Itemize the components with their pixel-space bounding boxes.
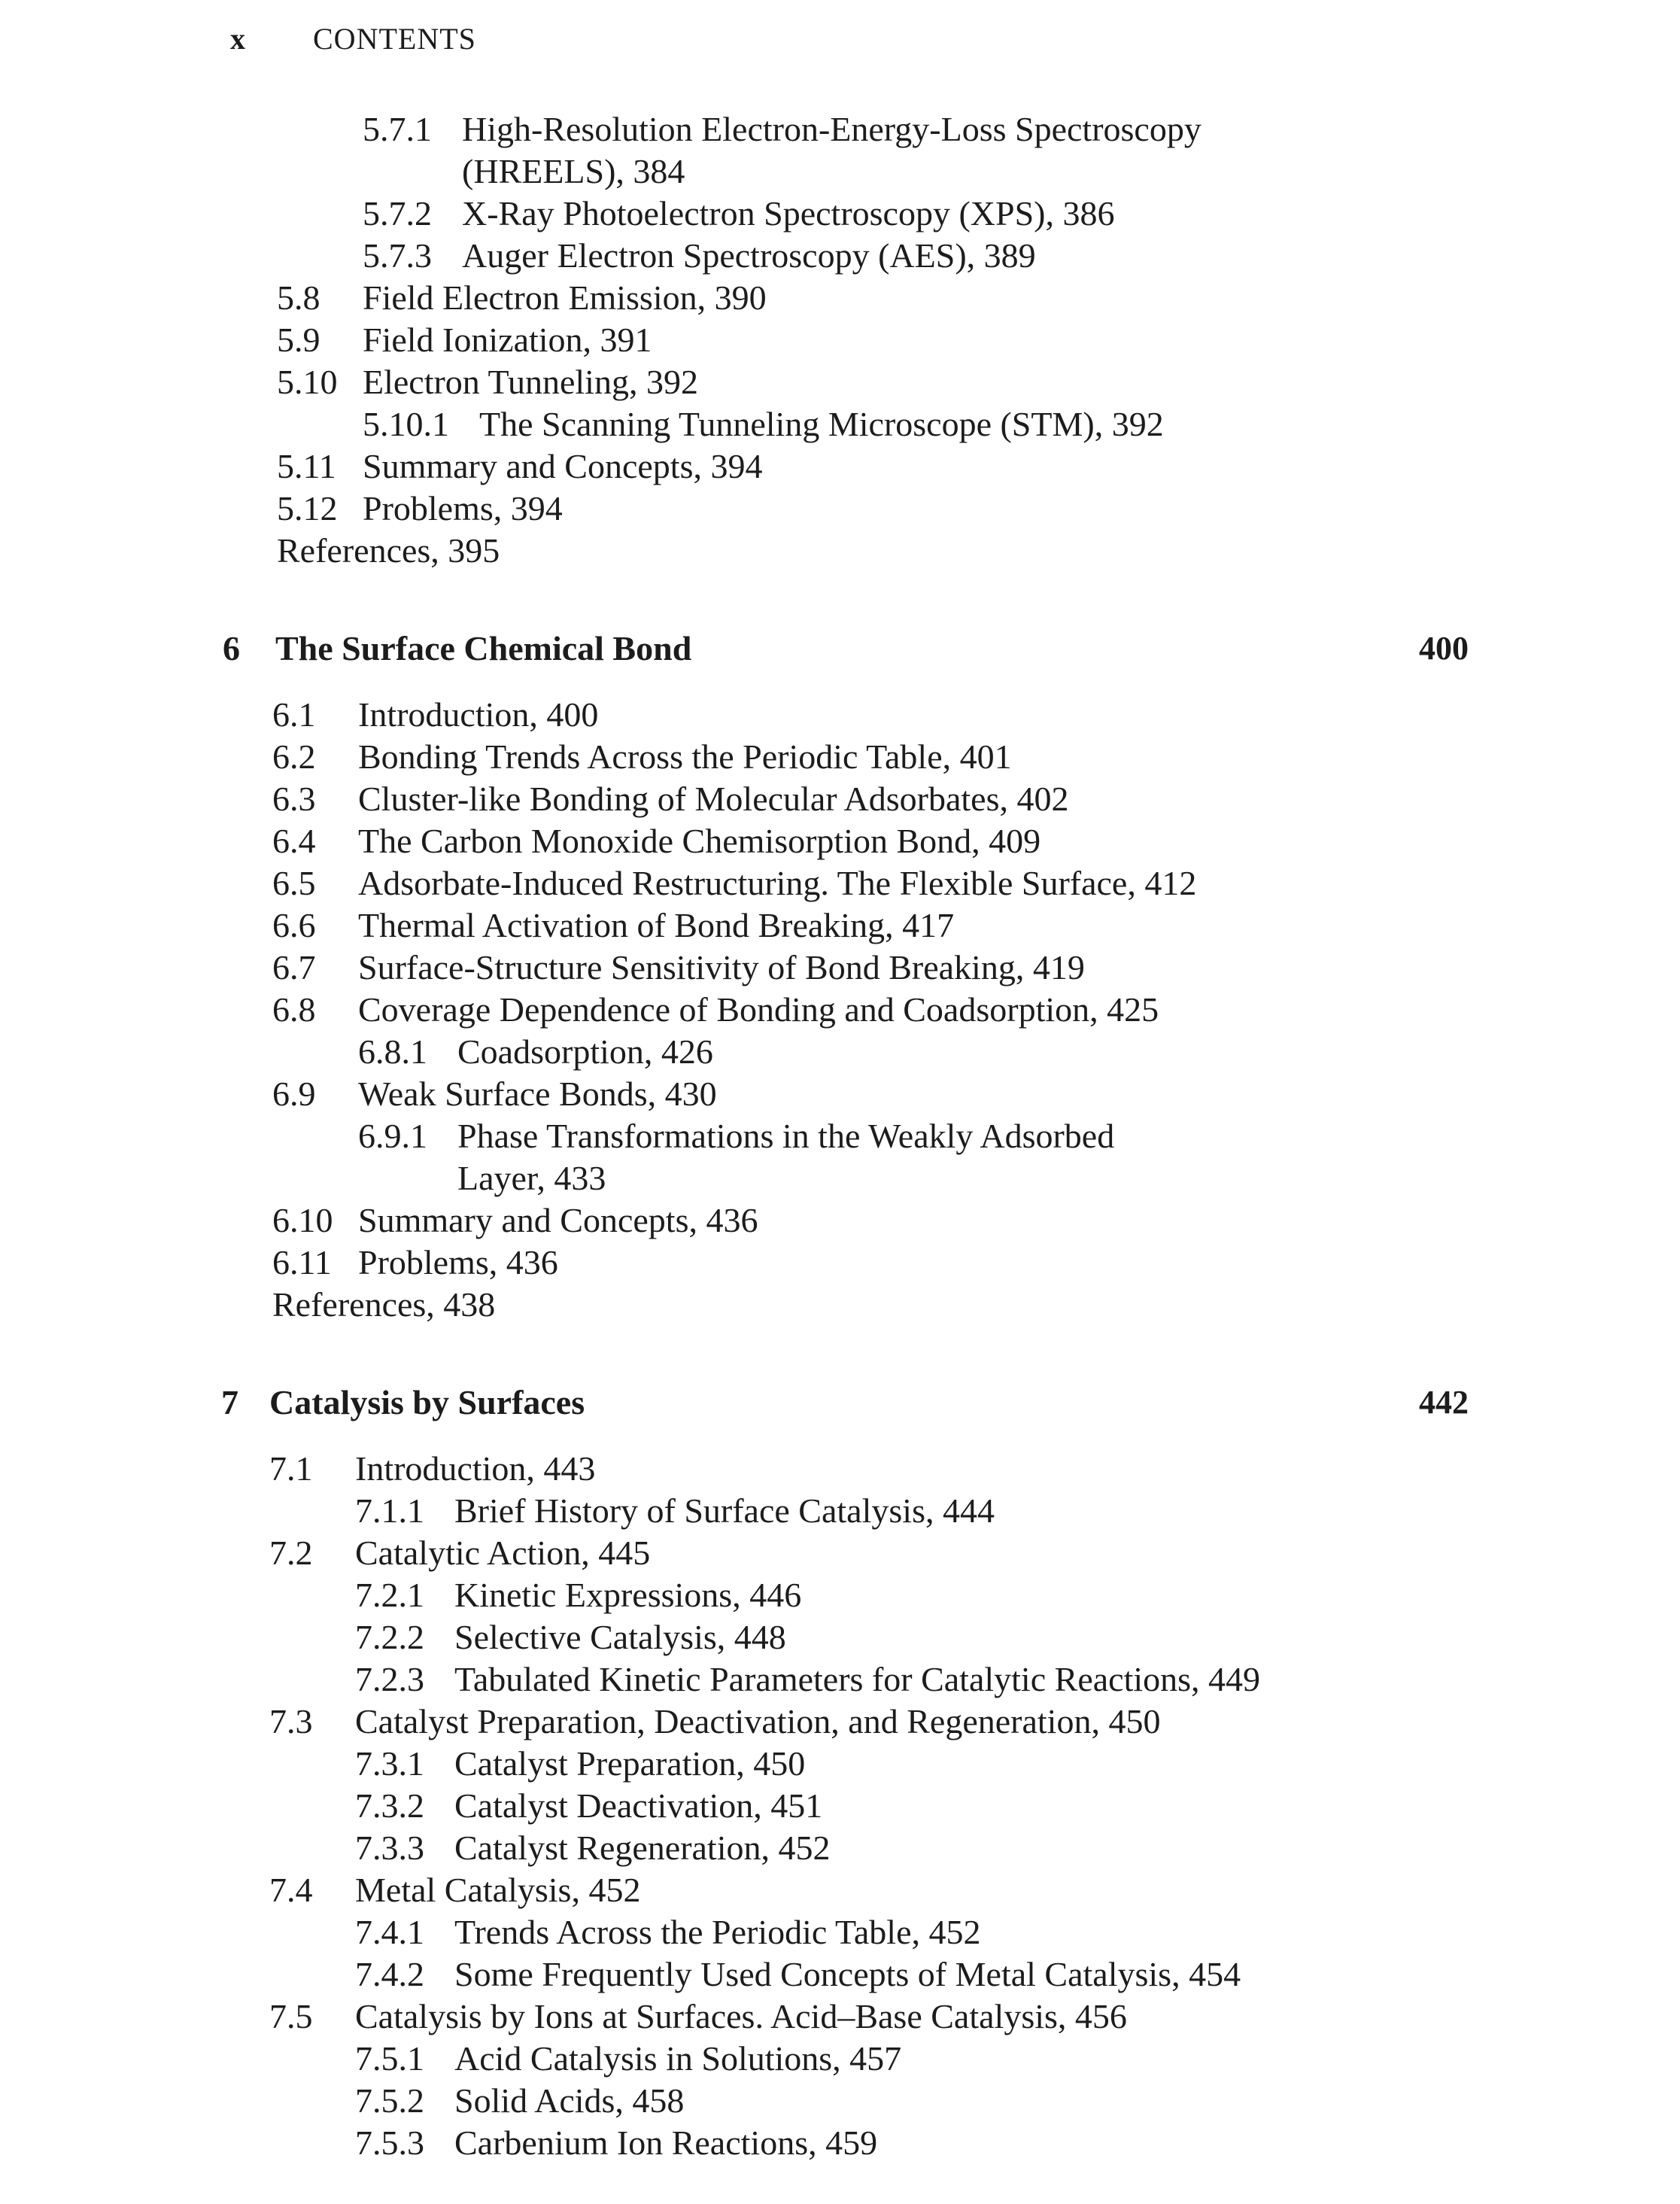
entry-title: Summary and Concepts, 394: [363, 447, 763, 485]
entry-title: Phase Transformations in the Weakly Adsorbed: [457, 1117, 1115, 1155]
chapter-6-page: 400: [1419, 630, 1469, 667]
entry-number: 7.4.2: [355, 1955, 424, 1993]
entry-title: X-Ray Photoelectron Spectroscopy (XPS), 386: [462, 194, 1115, 233]
toc-entry-5-10[interactable]: [277, 361, 698, 403]
toc-entry-7-5[interactable]: [269, 1996, 1127, 2038]
entry-number: 5.11: [277, 447, 336, 485]
entry-number: 6.8: [272, 990, 316, 1029]
toc-entry-6-5[interactable]: [272, 862, 1196, 904]
entry-title: The Carbon Monoxide Chemisorption Bond, 409: [358, 822, 1041, 860]
entry-title: Catalyst Regeneration, 452: [454, 1829, 831, 1867]
toc-entry-5-8[interactable]: [277, 277, 767, 319]
toc-entry-5-11[interactable]: [277, 445, 763, 488]
entry-number: 5.7.3: [363, 236, 432, 275]
entry-title: Catalyst Preparation, 450: [454, 1744, 806, 1783]
entry-title: Coverage Dependence of Bonding and Coadsorption, 425: [358, 990, 1159, 1029]
entry-title: Carbenium Ion Reactions, 459: [454, 2123, 878, 2162]
entry-number: 7.1.1: [355, 1491, 424, 1530]
entry-title: Some Frequently Used Concepts of Metal Catalysis, 454: [454, 1955, 1241, 1993]
entry-number: 5.7.2: [363, 194, 432, 233]
running-header: [230, 21, 476, 56]
entry-title: References, 395: [277, 531, 500, 570]
toc-entry-7-5-1[interactable]: [355, 2038, 901, 2080]
toc-entry-references-6[interactable]: [272, 1284, 495, 1326]
chapter-title: The Surface Chemical Bond: [275, 629, 692, 667]
entry-title: The Scanning Tunneling Microscope (STM), 392: [479, 405, 1164, 443]
entry-number: 6.7: [272, 948, 316, 986]
toc-entry-7-1-1[interactable]: [355, 1490, 995, 1532]
toc-entry-7-3-3[interactable]: [355, 1827, 831, 1869]
toc-entry-6-10[interactable]: [272, 1199, 758, 1242]
entry-title: Acid Catalysis in Solutions, 457: [454, 2039, 902, 2078]
entry-title: Problems, 436: [358, 1243, 558, 1281]
entry-title: Adsorbate-Induced Restructuring. The Flexible Surface, 412: [358, 864, 1197, 902]
entry-title: Trends Across the Periodic Table, 452: [454, 1913, 981, 1951]
entry-number: 6.6: [272, 906, 316, 944]
entry-number: 7.3.3: [355, 1829, 424, 1867]
toc-entry-6-2[interactable]: [272, 736, 1012, 778]
entry-number: 5.9: [277, 321, 321, 359]
chapter-number: 6: [223, 629, 240, 667]
entry-title: References, 438: [272, 1285, 496, 1324]
entry-title: Summary and Concepts, 436: [358, 1201, 758, 1239]
entry-number: 6.3: [272, 780, 316, 818]
entry-number: 7.5.2: [355, 2081, 424, 2120]
entry-title: Tabulated Kinetic Parameters for Catalytic Reactions, 449: [454, 1660, 1261, 1698]
toc-entry-5-10-1[interactable]: [363, 403, 1164, 445]
entry-title: Surface-Structure Sensitivity of Bond Breaking, 419: [358, 948, 1085, 986]
toc-entry-7-2[interactable]: [269, 1532, 650, 1574]
toc-entry-7-5-2[interactable]: [355, 2080, 684, 2122]
toc-entry-6-7[interactable]: [272, 947, 1085, 989]
entry-title: Introduction, 443: [355, 1449, 596, 1488]
toc-entry-7-2-2[interactable]: [355, 1616, 786, 1658]
entry-number: 6.10: [272, 1201, 333, 1239]
chapter-number: 7: [221, 1383, 238, 1421]
entry-number: 6.5: [272, 864, 316, 902]
header-page-number: x: [230, 22, 246, 56]
entry-title: Selective Catalysis, 448: [454, 1618, 786, 1656]
toc-entry-6-9-1-continued: [457, 1157, 606, 1199]
entry-number: 6.8.1: [358, 1032, 427, 1071]
entry-title: Weak Surface Bonds, 430: [358, 1075, 717, 1113]
entry-title: Catalysis by Ions at Surfaces. Acid–Base Catalysis, 456: [355, 1997, 1127, 2035]
entry-title: Metal Catalysis, 452: [355, 1871, 641, 1909]
toc-entry-5-9[interactable]: [277, 319, 652, 361]
entry-title: Solid Acids, 458: [454, 2081, 685, 2120]
toc-entry-5-7-2[interactable]: [363, 193, 1115, 235]
entry-number: 6.2: [272, 737, 316, 776]
toc-entry-6-4[interactable]: [272, 820, 1041, 862]
entry-number: 5.8: [277, 278, 321, 317]
entry-number: 7.3.1: [355, 1744, 424, 1783]
entry-number: 6.1: [272, 695, 316, 734]
entry-number: 5.10: [277, 363, 338, 401]
entry-title: Catalytic Action, 445: [355, 1534, 651, 1572]
entry-title: Field Ionization, 391: [363, 321, 652, 359]
entry-title: Introduction, 400: [358, 695, 599, 734]
entry-number: 5.12: [277, 489, 338, 527]
toc-entry-6-11[interactable]: [272, 1242, 558, 1284]
entry-title: Auger Electron Spectroscopy (AES), 389: [462, 236, 1036, 275]
entry-title: Coadsorption, 426: [457, 1032, 713, 1071]
toc-entry-7-4[interactable]: [269, 1869, 640, 1911]
entry-number: 7.3.2: [355, 1786, 424, 1825]
entry-number: 6.9.1: [358, 1117, 427, 1155]
chapter-7-page: 442: [1419, 1384, 1469, 1421]
toc-entry-6-9[interactable]: [272, 1073, 717, 1115]
entry-number: 6.9: [272, 1075, 316, 1113]
entry-title: Bonding Trends Across the Periodic Table, 401: [358, 737, 1012, 776]
entry-title-continued: (HREELS), 384: [462, 152, 685, 190]
toc-entry-6-8[interactable]: [272, 989, 1159, 1031]
entry-number: 7.5.3: [355, 2123, 424, 2162]
toc-entry-6-9-1[interactable]: [358, 1115, 1114, 1157]
entry-title: Catalyst Preparation, Deactivation, and Regeneration, 450: [355, 1702, 1161, 1740]
toc-entry-references-5[interactable]: [277, 530, 500, 572]
entry-title: Problems, 394: [363, 489, 563, 527]
toc-entry-7-4-1[interactable]: [355, 1911, 981, 1953]
entry-number: 7.2.1: [355, 1576, 424, 1614]
toc-entry-7-3[interactable]: [269, 1701, 1160, 1743]
toc-entry-6-6[interactable]: [272, 904, 954, 947]
chapter-6-heading[interactable]: [223, 628, 691, 670]
toc-entry-7-3-2[interactable]: [355, 1785, 822, 1827]
entry-number: 6.11: [272, 1243, 332, 1281]
toc-entry-6-1[interactable]: [272, 694, 598, 736]
entry-title: Kinetic Expressions, 446: [454, 1576, 802, 1614]
entry-number: 7.4: [269, 1871, 313, 1909]
entry-number: 7.5: [269, 1997, 313, 2035]
toc-entry-6-8-1[interactable]: [358, 1031, 713, 1073]
entry-number: 6.4: [272, 822, 316, 860]
toc-entry-7-4-2[interactable]: [355, 1953, 1241, 1996]
chapter-7-heading[interactable]: [221, 1382, 585, 1424]
entry-title: High-Resolution Electron-Energy-Loss Spectroscopy: [462, 110, 1202, 148]
toc-entry-7-2-1[interactable]: [355, 1574, 801, 1616]
toc-entry-5-7-1-continued: [462, 150, 685, 193]
entry-title: Brief History of Surface Catalysis, 444: [454, 1491, 995, 1530]
entry-title: Catalyst Deactivation, 451: [454, 1786, 823, 1825]
entry-title: Field Electron Emission, 390: [363, 278, 767, 317]
entry-title-continued: Layer, 433: [457, 1159, 606, 1197]
entry-number: 5.7.1: [363, 110, 432, 148]
entry-title: Cluster-like Bonding of Molecular Adsorbates, 402: [358, 780, 1069, 818]
header-title: CONTENTS: [313, 22, 476, 56]
entry-number: 7.1: [269, 1449, 313, 1488]
entry-number: 7.2.3: [355, 1660, 424, 1698]
entry-number: 7.5.1: [355, 2039, 424, 2078]
entry-number: 7.2: [269, 1534, 313, 1572]
entry-number: 7.4.1: [355, 1913, 424, 1951]
toc-entry-5-7-1[interactable]: [363, 108, 1202, 150]
toc-entry-7-2-3[interactable]: [355, 1658, 1260, 1701]
toc-entry-7-3-1[interactable]: [355, 1743, 805, 1785]
toc-entry-5-7-3[interactable]: [363, 235, 1036, 277]
entry-number: 7.3: [269, 1702, 313, 1740]
toc-entry-6-3[interactable]: [272, 778, 1068, 820]
entry-title: Electron Tunneling, 392: [363, 363, 698, 401]
toc-entry-7-5-3[interactable]: [355, 2122, 877, 2164]
toc-entry-7-1[interactable]: [269, 1448, 595, 1490]
toc-entry-5-12[interactable]: [277, 488, 563, 530]
entry-number: 5.10.1: [363, 405, 449, 443]
entry-title: Thermal Activation of Bond Breaking, 417: [358, 906, 955, 944]
entry-number: 7.2.2: [355, 1618, 424, 1656]
chapter-title: Catalysis by Surfaces: [269, 1383, 585, 1421]
